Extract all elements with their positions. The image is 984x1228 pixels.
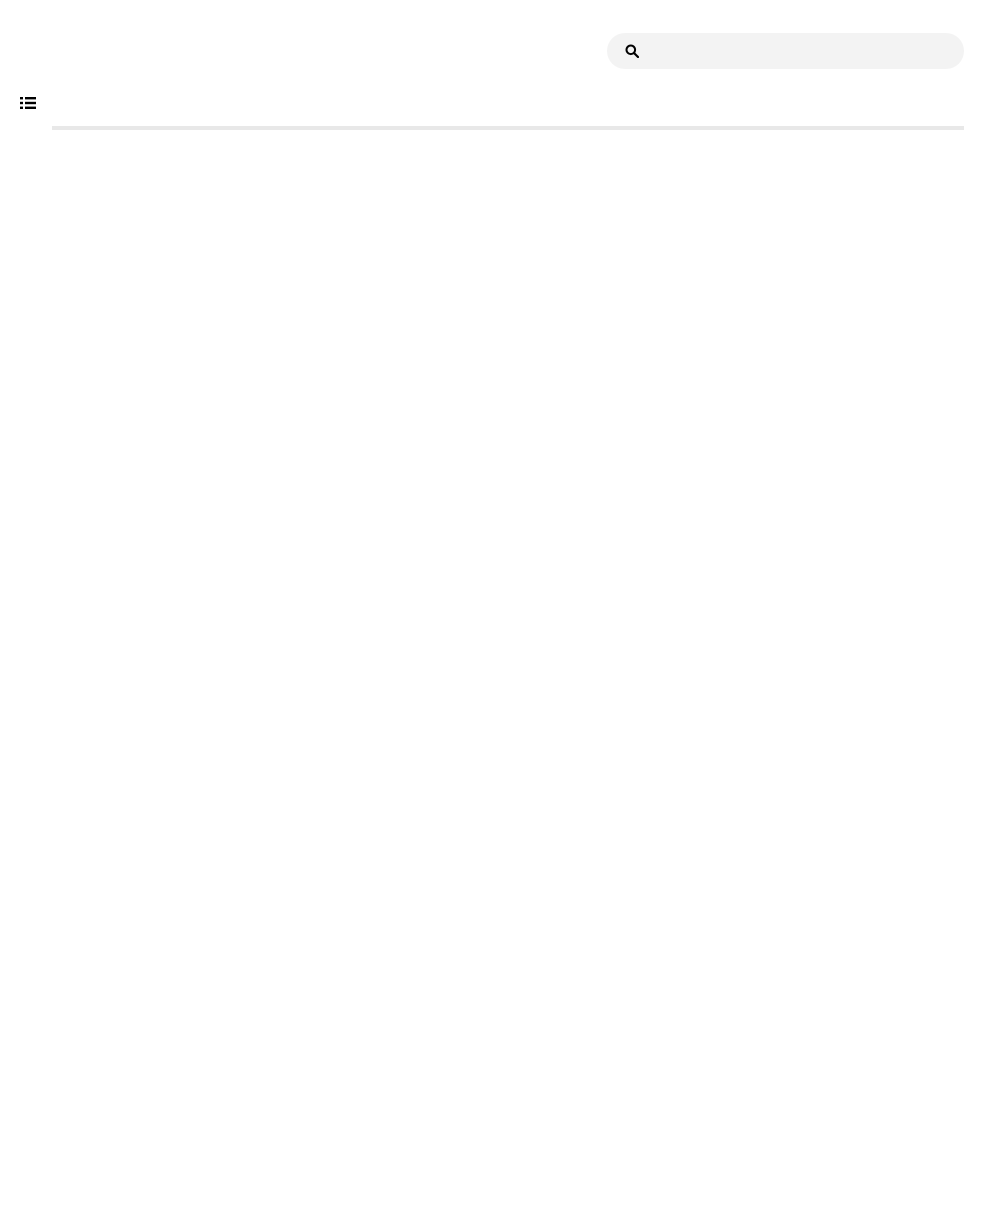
search-bar[interactable] [607, 33, 964, 69]
list-menu-icon[interactable] [20, 96, 36, 110]
search-input[interactable] [655, 43, 935, 59]
search-icon [625, 44, 639, 58]
category-nav [20, 84, 964, 130]
category-tabs [52, 84, 964, 130]
